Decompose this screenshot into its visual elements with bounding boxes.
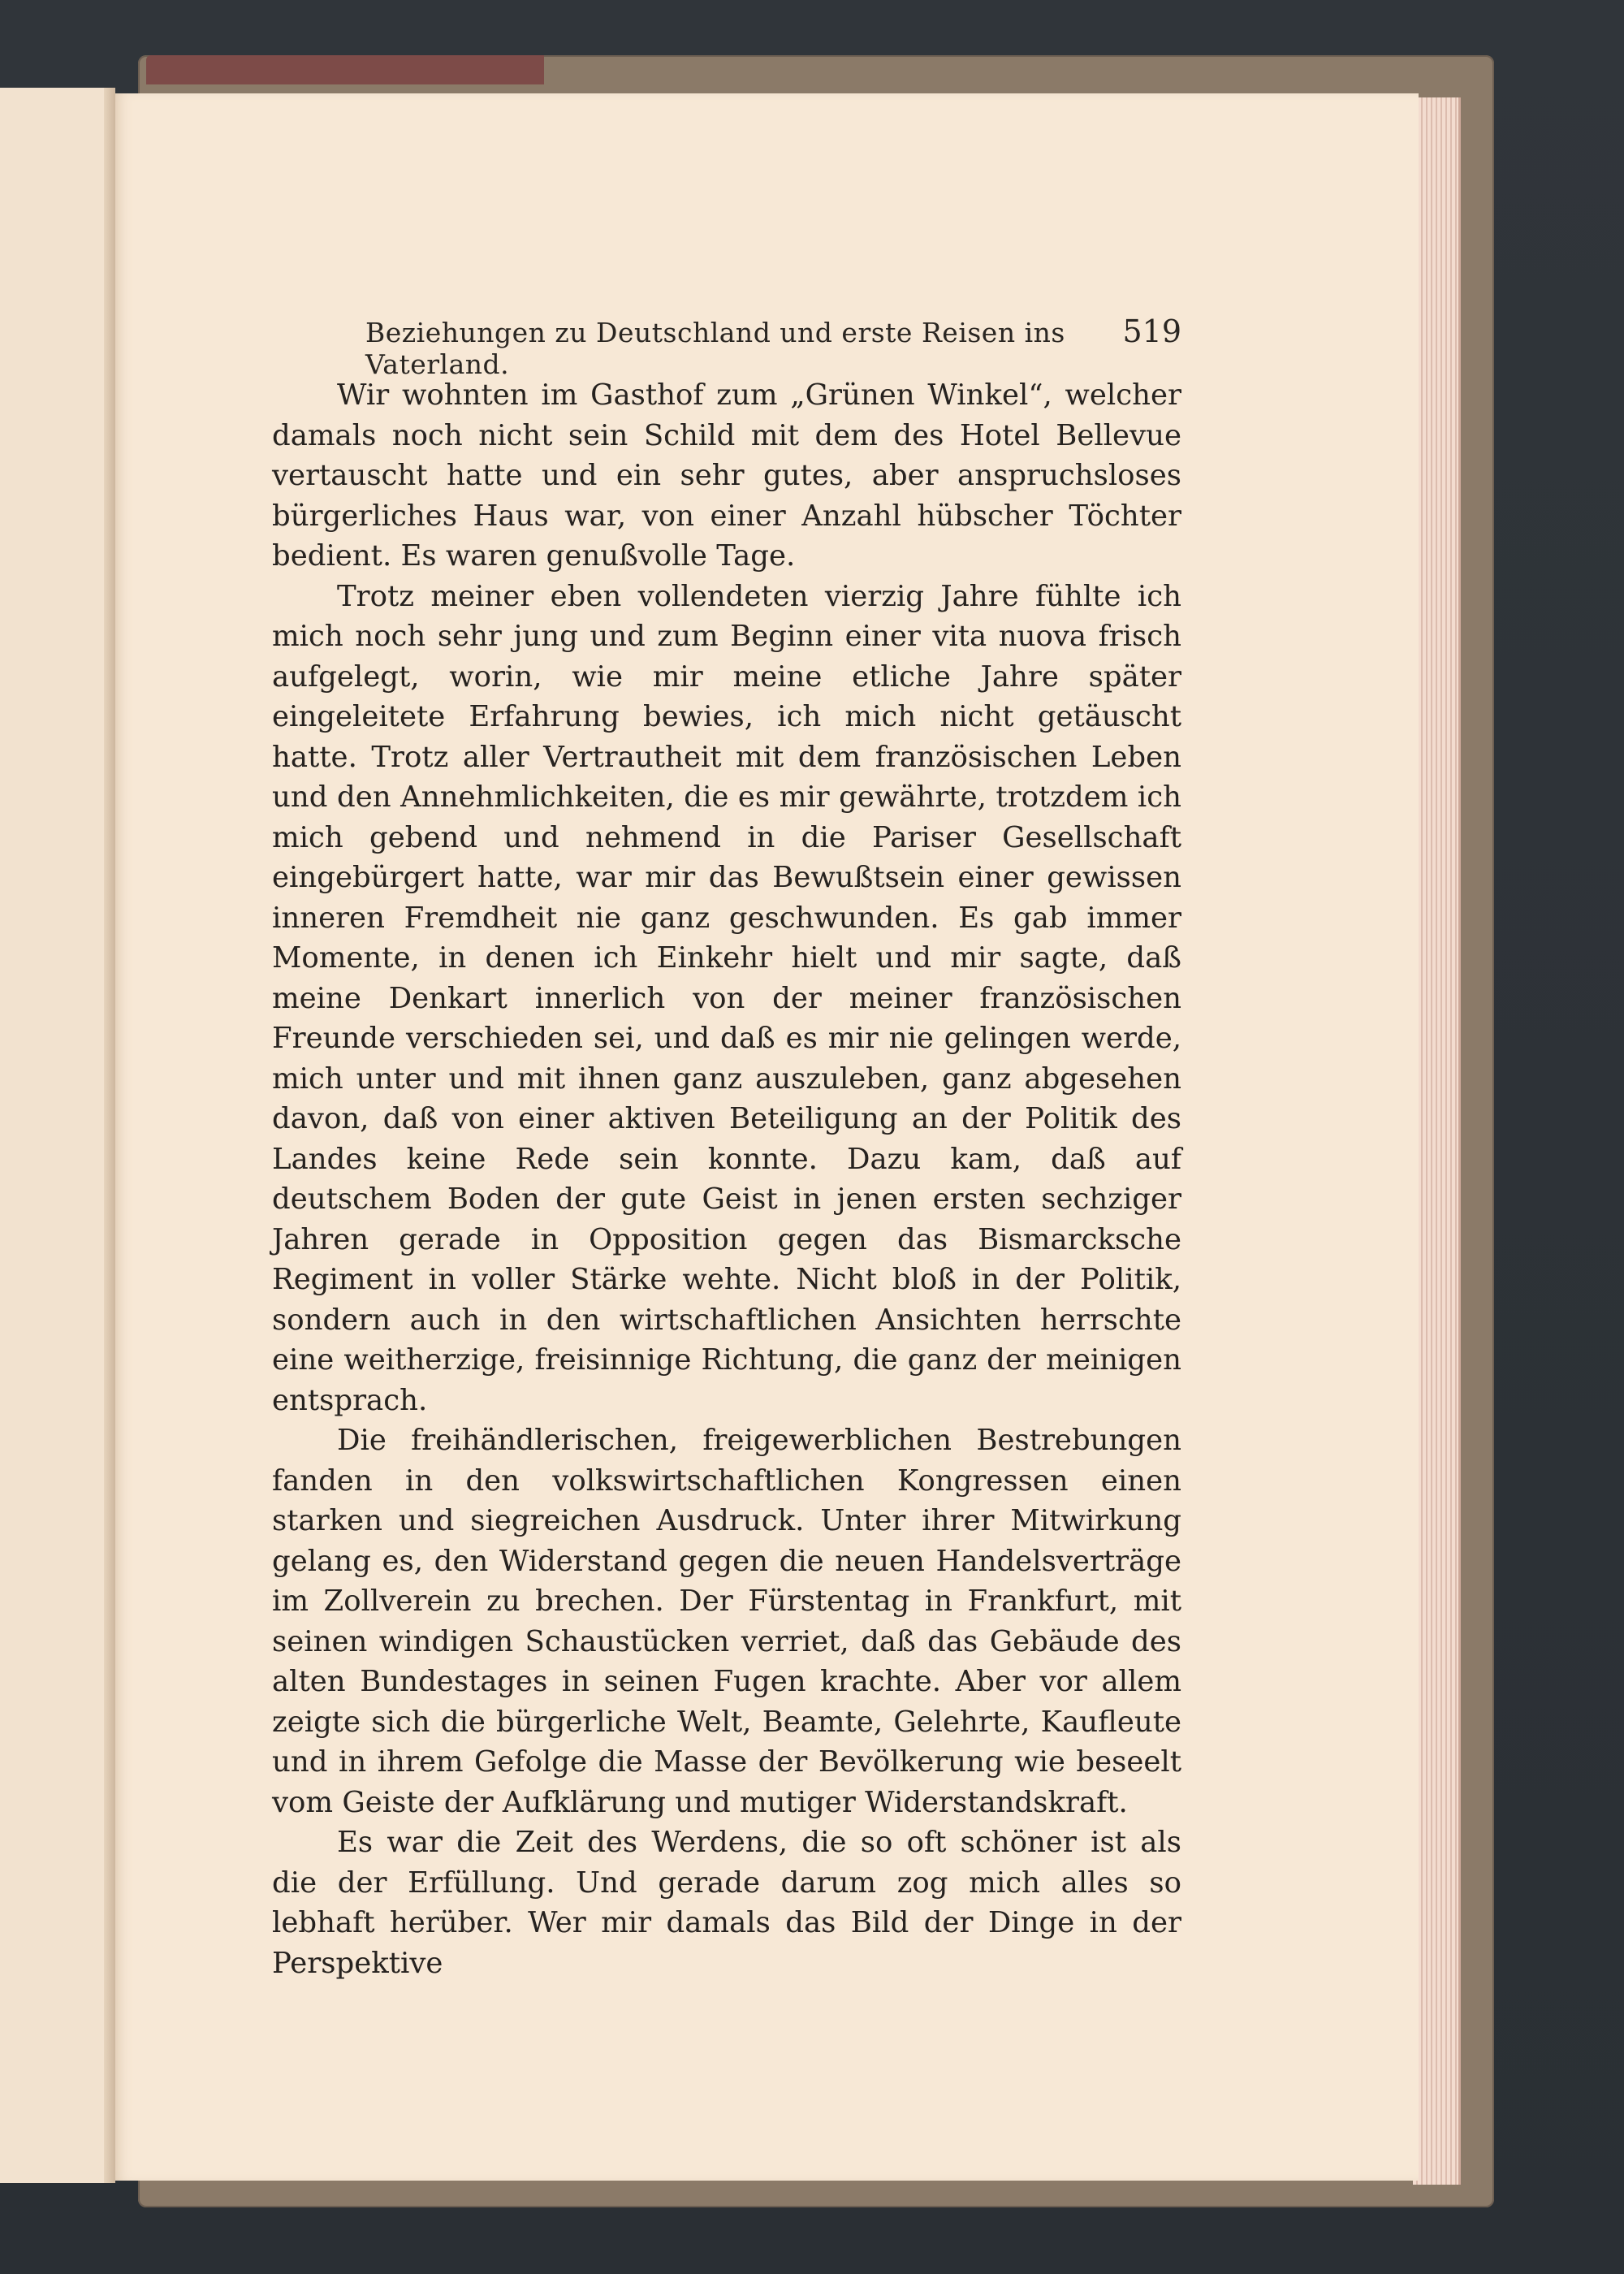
body-text	[272, 375, 1181, 1983]
gutter-shadow	[104, 88, 115, 2183]
paragraph-1: Wir wohnten im Gasthof zum „Grünen Winkel“, welcher damals noch nicht sein Schild mit dem des Hotel Bellevue vertauscht hatte und ein sehr gutes, aber anspruchsloses bürgerliches Haus war, von einer Anzahl hübscher Töchter bedient. Es waren genußvolle Tage.	[272, 378, 1181, 573]
paragraph-4: Es war die Zeit des Werdens, die so oft schöner ist als die der Erfüllung. Und gerade darum zog mich alles so lebhaft herüber. Wer mir damals das Bild der Dinge in der Perspektive	[272, 1826, 1181, 1980]
page-number: 519	[1122, 313, 1181, 349]
paragraph-2: Trotz meiner eben vollendeten vierzig Jahre fühlte ich mich noch sehr jung und zum Beginn einer vita nuova frisch aufgelegt, worin, wie mir meine etliche Jahre später eingeleitete Erfahrung bewies, ich mich nicht getäuscht hatte. Trotz aller Vertrautheit mit dem französischen Leben und den Annehmlichkeiten, die es mir gewährte, trotzdem ich mich gebend und nehmend in die Pariser Gesellschaft eingebürgert hatte, war mir das Bewußtsein einer gewissen inneren Fremdheit nie ganz geschwunden. Es gab immer Momente, in denen ich Einkehr hielt und mir sagte, daß meine Denkart innerlich von der meiner französischen Freunde verschieden sei, und daß es mir nie gelingen werde, mich unter und mit ihnen ganz auszuleben, ganz abgesehen davon, daß von einer aktiven Beteiligung an der Politik des Landes keine Rede sein konnte. Dazu kam, daß auf deutschem Boden der gute Geist in jenen ersten sechziger Jahren gerade in Opposition gegen das Bismarcksche Regiment in voller Stärke wehte. Nicht bloß in der Politik, sondern auch in den wirtschaftlichen Ansichten herrschte eine weitherzige, freisinnige Richtung, die ganz der meinigen entsprach.	[272, 579, 1181, 1417]
paragraph-3: Die freihändlerischen, freigewerblichen Bestrebungen fanden in den volkswirtschaftlichen Kongressen einen starken und siegreichen Ausdruck. Unter ihrer Mitwirkung gelang es, den Widerstand gegen die neuen Handelsverträge im Zollverein zu brechen. Der Fürstentag in Frankfurt, mit seinen windigen Schaustücken verriet, daß das Gebäude des alten Bundestages in seinen Fugen krachte. Aber vor allem zeigte sich die bürgerliche Welt, Beamte, Gelehrte, Kaufleute und in ihrem Gefolge die Masse der Bevölkerung wie beseelt vom Geiste der Aufklärung und mutiger Widerstandskraft.	[272, 1424, 1181, 1819]
left-page	[0, 88, 115, 2183]
page-edges	[1413, 97, 1461, 2185]
running-head-title: Beziehungen zu Deutschland und erste Reisen ins Vaterland.	[365, 317, 1065, 380]
running-head	[252, 313, 1181, 380]
cover-binding-strip	[146, 55, 544, 84]
